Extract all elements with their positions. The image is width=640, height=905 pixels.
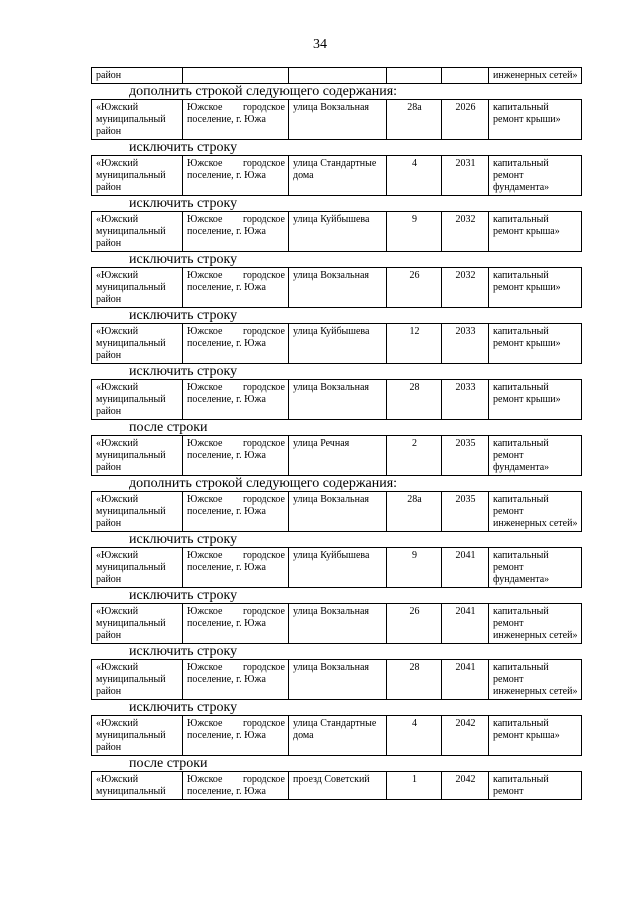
table-row [91,323,582,364]
house-number-cell: 26 [387,268,442,308]
district-cell: «Южский муниципальный район [92,268,183,308]
house-number-cell: 4 [387,156,442,196]
work-type-cell: капитальный ремонт крыши» [489,268,582,308]
district-cell: «Южский муниципальный район [92,212,183,252]
house-number-cell: 28а [387,100,442,140]
address-cell: улица Вокзальная [289,492,387,532]
house-number-cell: 4 [387,716,442,756]
table-row [91,211,582,252]
district-cell: «Южский муниципальный район [92,716,183,756]
address-cell: проезд Советский [289,772,387,800]
year-cell [442,68,489,84]
work-type-cell: инженерных сетей» [489,68,582,84]
work-type-cell: капитальный ремонт крыши» [489,100,582,140]
settlement-cell: Южское городское поселение, г. Южа [183,212,289,252]
address-cell: улица Вокзальная [289,660,387,700]
year-cell: 2033 [442,380,489,420]
year-cell: 2032 [442,268,489,308]
work-type-cell: капитальный ремонт [489,772,582,800]
page-number: 34 [313,37,327,52]
settlement-cell: Южское городское поселение, г. Южа [183,548,289,588]
district-cell: «Южский муниципальный [92,772,183,800]
settlement-cell: Южское городское поселение, г. Южа [183,772,289,800]
house-number-cell: 1 [387,772,442,800]
district-cell: «Южский муниципальный район [92,380,183,420]
settlement-cell: Южское городское поселение, г. Южа [183,156,289,196]
table-row [91,491,582,532]
address-cell: улица Речная [289,436,387,476]
district-cell: «Южский муниципальный район [92,604,183,644]
table-row [91,379,582,420]
year-cell: 2041 [442,604,489,644]
work-type-cell: капитальный ремонт инженерных сетей» [489,660,582,700]
settlement-cell: Южское городское поселение, г. Южа [183,492,289,532]
address-cell: улица Стандартные дома [289,716,387,756]
table-row [91,715,582,756]
settlement-cell: Южское городское поселение, г. Южа [183,324,289,364]
year-cell: 2042 [442,772,489,800]
instruction-text: исключить строку [129,308,238,323]
year-cell: 2041 [442,548,489,588]
settlement-cell: Южское городское поселение, г. Южа [183,660,289,700]
document-content [91,67,581,801]
district-cell: «Южский муниципальный район [92,156,183,196]
instruction-text: исключить строку [129,140,238,155]
year-cell: 2026 [442,100,489,140]
settlement-cell: Южское городское поселение, г. Южа [183,716,289,756]
house-number-cell: 12 [387,324,442,364]
table-row [91,155,582,196]
house-number-cell: 9 [387,548,442,588]
work-type-cell: капитальный ремонт крыши» [489,380,582,420]
address-cell [289,68,387,84]
settlement-cell: Южское городское поселение, г. Южа [183,436,289,476]
settlement-cell: Южское городское поселение, г. Южа [183,380,289,420]
house-number-cell: 9 [387,212,442,252]
work-type-cell: капитальный ремонт фундамента» [489,548,582,588]
address-cell: улица Вокзальная [289,100,387,140]
instruction-text: исключить строку [129,364,238,379]
table-row [91,603,582,644]
settlement-cell: Южское городское поселение, г. Южа [183,100,289,140]
year-cell: 2035 [442,492,489,532]
house-number-cell: 2 [387,436,442,476]
address-cell: улица Стандартные дома [289,156,387,196]
work-type-cell: капитальный ремонт инженерных сетей» [489,604,582,644]
work-type-cell: капитальный ремонт инженерных сетей» [489,492,582,532]
work-type-cell: капитальный ремонт крыша» [489,212,582,252]
settlement-cell: Южское городское поселение, г. Южа [183,604,289,644]
house-number-cell [387,68,442,84]
settlement-cell: Южское городское поселение, г. Южа [183,268,289,308]
instruction-text: после строки [129,756,208,771]
district-cell: район [92,68,183,84]
instruction-text: исключить строку [129,196,238,211]
house-number-cell: 28 [387,660,442,700]
year-cell: 2033 [442,324,489,364]
house-number-cell: 26 [387,604,442,644]
table-row [91,267,582,308]
work-type-cell: капитальный ремонт фундамента» [489,156,582,196]
district-cell: «Южский муниципальный район [92,548,183,588]
instruction-text: после строки [129,420,208,435]
work-type-cell: капитальный ремонт крыши» [489,324,582,364]
year-cell: 2032 [442,212,489,252]
district-cell: «Южский муниципальный район [92,100,183,140]
instruction-text: исключить строку [129,252,238,267]
address-cell: улица Куйбышева [289,548,387,588]
year-cell: 2031 [442,156,489,196]
address-cell: улица Вокзальная [289,268,387,308]
table-row [91,67,582,84]
table-row [91,771,582,800]
instruction-text: дополнить строкой следующего содержания: [129,476,398,491]
instruction-text: исключить строку [129,644,238,659]
table-row [91,99,582,140]
instruction-text: исключить строку [129,532,238,547]
instruction-text: исключить строку [129,588,238,603]
table-row [91,659,582,700]
district-cell: «Южский муниципальный район [92,436,183,476]
work-type-cell: капитальный ремонт фундамента» [489,436,582,476]
year-cell: 2042 [442,716,489,756]
table-row [91,435,582,476]
instruction-text: дополнить строкой следующего содержания: [129,84,398,99]
table-row [91,547,582,588]
address-cell: улица Куйбышева [289,212,387,252]
address-cell: улица Вокзальная [289,604,387,644]
house-number-cell: 28 [387,380,442,420]
year-cell: 2035 [442,436,489,476]
year-cell: 2041 [442,660,489,700]
district-cell: «Южский муниципальный район [92,660,183,700]
house-number-cell: 28а [387,492,442,532]
address-cell: улица Вокзальная [289,380,387,420]
address-cell: улица Куйбышева [289,324,387,364]
district-cell: «Южский муниципальный район [92,492,183,532]
settlement-cell [183,68,289,84]
instruction-text: исключить строку [129,700,238,715]
work-type-cell: капитальный ремонт крыша» [489,716,582,756]
district-cell: «Южский муниципальный район [92,324,183,364]
